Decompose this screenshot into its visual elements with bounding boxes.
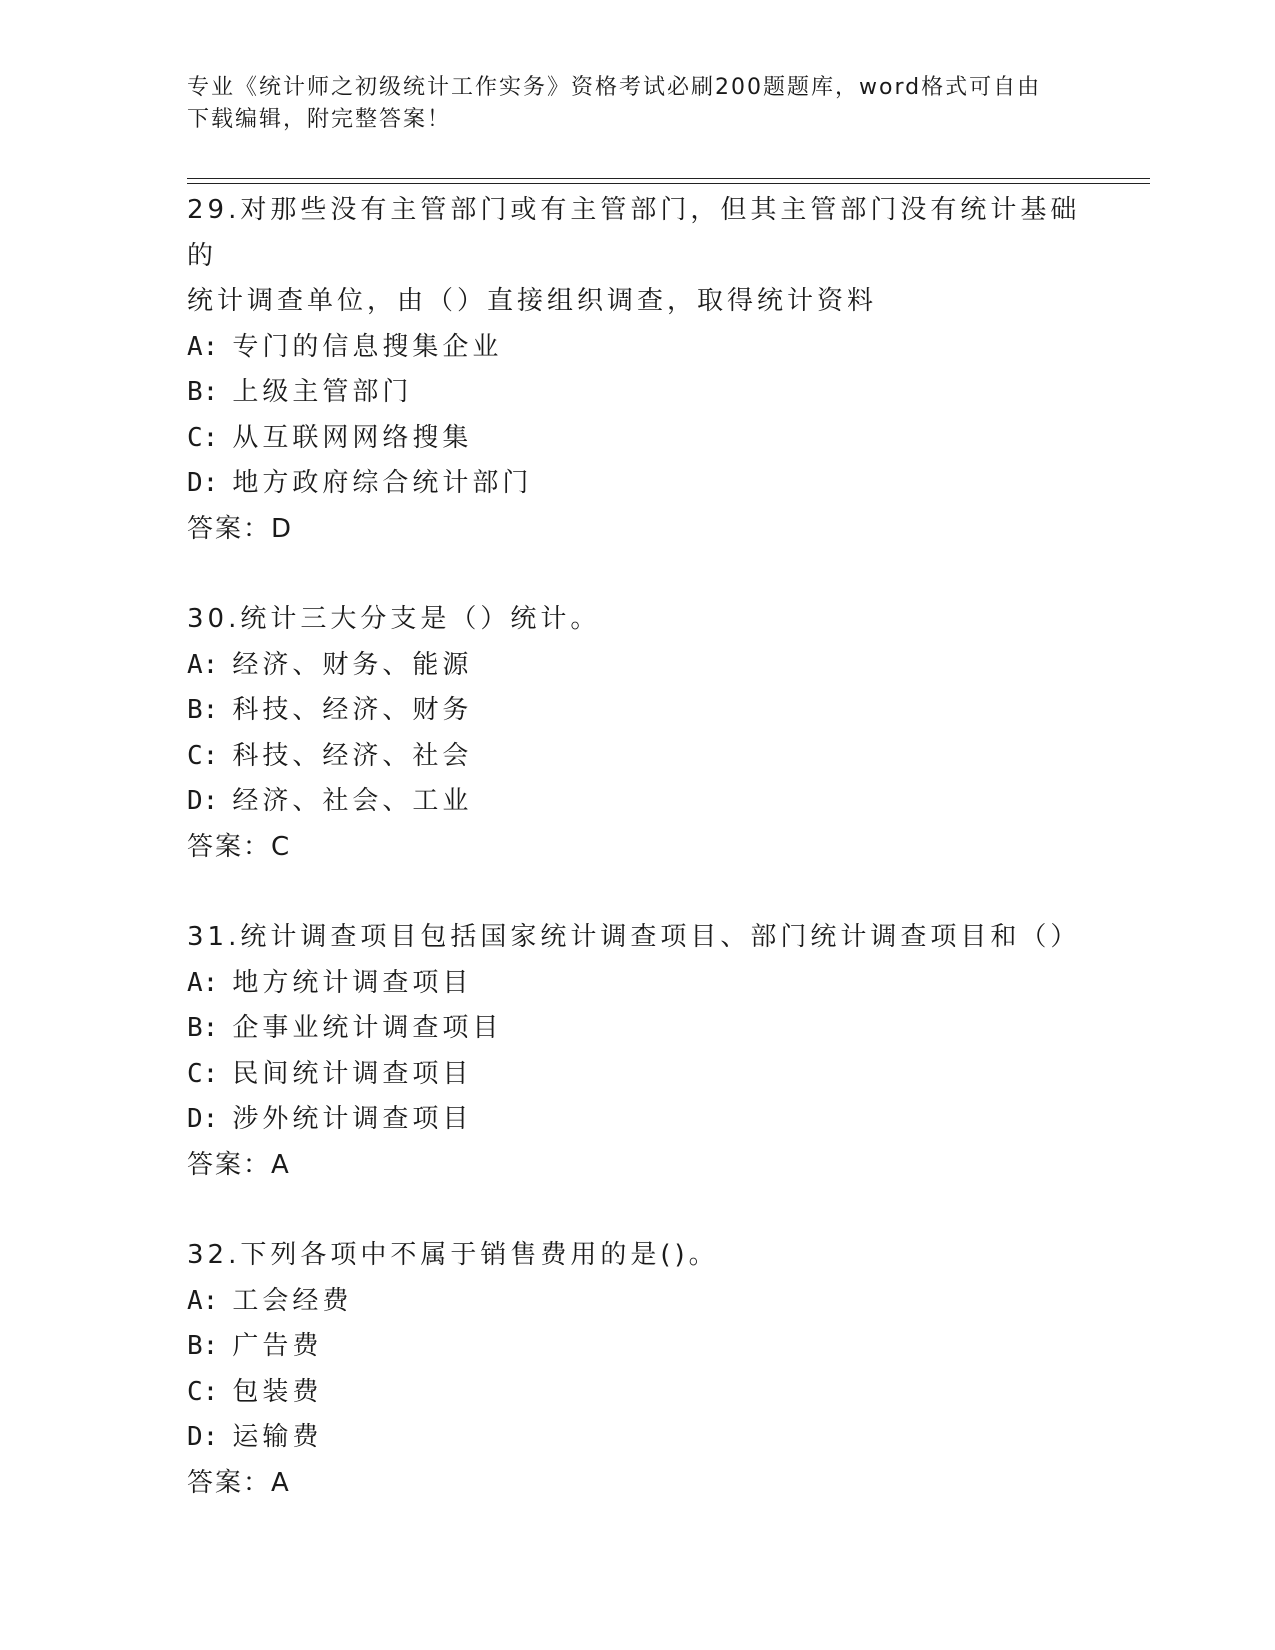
option-c [187,1052,1087,1098]
option-b [187,688,1087,734]
option-text: 科技、经济、社会 [232,740,473,771]
option-letter: A: [187,967,219,998]
option-letter: C: [187,740,219,771]
question-30 [187,597,1087,870]
option-letter: A: [187,331,219,362]
option-text: 专门的信息搜集企业 [232,331,503,362]
question-31 [187,915,1087,1188]
option-letter: C: [187,1058,219,1089]
option-a [187,643,1087,689]
question-stem: 30.统计三大分支是（）统计。 [187,604,601,634]
option-text: 地方政府综合统计部门 [232,468,533,498]
option-text: 经济、社会、工业 [232,786,473,816]
document-header [187,72,1087,136]
question-stem: 31.统计调查项目包括国家统计调查项目、部门统计调查项目和（） [187,922,1081,952]
answer: 答案：C [187,831,292,862]
header-line-1: 专业《统计师之初级统计工作实务》资格考试必刷200题题库，word格式可自由 [187,75,1042,100]
question-stem: 29.对那些没有主管部门或有主管部门，但其主管部门没有统计基础的 [187,195,1081,271]
option-letter: B: [187,377,219,407]
question-29 [187,188,1087,552]
option-d [187,779,1087,825]
option-text: 包装费 [232,1376,323,1407]
option-letter: D: [187,468,219,498]
option-letter: C: [187,422,219,453]
option-text: 上级主管部门 [232,377,413,407]
option-letter: A: [187,649,219,680]
option-letter: D: [187,786,219,816]
option-c [187,416,1087,462]
header-divider-top [187,178,1150,179]
option-text: 科技、经济、财务 [232,695,473,725]
option-letter: B: [187,1331,219,1361]
option-b [187,1006,1087,1052]
option-text: 民间统计调查项目 [232,1058,473,1089]
option-d [187,461,1087,507]
option-letter: A: [187,1285,219,1316]
option-a [187,325,1087,371]
option-b [187,1324,1087,1370]
option-text: 工会经费 [232,1285,353,1316]
question-stem-continued: 统计调查单位，由（）直接组织调查，取得统计资料 [187,286,878,316]
question-list [187,188,1087,1506]
option-letter: D: [187,1422,219,1452]
answer: 答案：A [187,1149,291,1180]
option-b [187,370,1087,416]
option-letter: B: [187,695,219,725]
question-stem: 32.下列各项中不属于销售费用的是()。 [187,1240,719,1270]
option-a [187,961,1087,1007]
option-c [187,734,1087,780]
header-line-2: 下载编辑，附完整答案！ [187,107,452,132]
option-letter: C: [187,1376,219,1407]
option-c [187,1370,1087,1416]
option-text: 经济、财务、能源 [232,649,473,680]
answer: 答案：A [187,1467,291,1498]
option-letter: D: [187,1104,219,1134]
option-d [187,1415,1087,1461]
option-text: 从互联网网络搜集 [232,422,473,453]
option-text: 地方统计调查项目 [232,967,473,998]
option-text: 企事业统计调查项目 [232,1013,503,1043]
option-a [187,1279,1087,1325]
header-divider-bottom [187,183,1150,184]
option-letter: B: [187,1013,219,1043]
option-d [187,1097,1087,1143]
answer: 答案：D [187,513,294,544]
option-text: 运输费 [232,1422,323,1452]
question-32 [187,1233,1087,1506]
option-text: 广告费 [232,1331,323,1361]
option-text: 涉外统计调查项目 [232,1104,473,1134]
